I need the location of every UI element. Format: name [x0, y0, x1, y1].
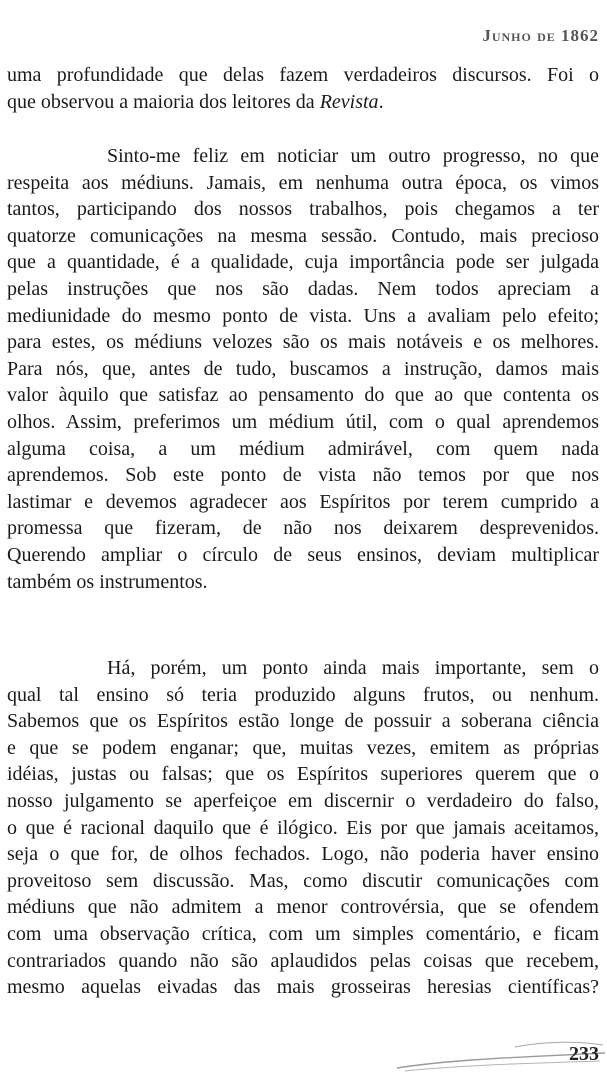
paragraph-2: [7, 143, 599, 595]
text-line: o que é racional daquilo que é ilógico. Eis por que jamais aceitamos,: [7, 816, 599, 839]
text-line: mediunidade do mesmo ponto de vista. Uns a avaliam pelo efeito;: [7, 304, 599, 327]
text-line: qual tal ensino só teria produzido alguns frutos, ou nenhum.: [7, 683, 599, 706]
text-line: quatorze comunicações na mesma sessão. Contudo, mais precioso: [7, 224, 599, 247]
text-line: também os instrumentos.: [7, 570, 208, 593]
text-line: uma profundidade que delas fazem verdadeiros discursos. Foi o: [7, 64, 599, 86]
text-line: Sabemos que os Espíritos estão longe de possuir a soberana ciência: [7, 710, 599, 733]
text-line: nosso julgamento se aperfeiçoe em discernir o verdadeiro do falso,: [7, 789, 599, 812]
text-line: Para nós, que, antes de tudo, buscamos a instrução, damos mais: [7, 357, 599, 380]
text-line: idéias, justas ou falsas; que os Espíritos superiores querem que o: [7, 763, 599, 786]
text-line: mesmo aquelas eivadas das mais grosseiras heresias científicas?: [7, 976, 599, 999]
text-line: olhos. Assim, preferimos um médium útil, com o qual aprendemos: [7, 410, 599, 433]
text-line: respeita aos médiuns. Jamais, em nenhuma outra época, os vimos: [7, 171, 599, 194]
text-line: Querendo ampliar o círculo de seus ensinos, deviam multiplicar: [7, 543, 599, 566]
text-line: contrariados quando não são aplaudidos pelas coisas que recebem,: [7, 949, 599, 972]
text-line: para estes, os médiuns velozes são os mais notáveis e os melhores.: [7, 331, 599, 354]
text-line: Sinto-me feliz em noticiar um outro progresso, no que: [107, 145, 599, 167]
text-line: tantos, participando dos nossos trabalhos, pois chegamos a ter: [7, 198, 599, 221]
text-line: seja o que for, de olhos fechados. Logo, não poderia haver ensino: [7, 843, 599, 866]
text-line: proveitoso sem discussão. Mas, como discutir comunicações com: [7, 869, 599, 892]
text-line: promessa que fizeram, de não nos deixarem desprevenidos.: [7, 517, 599, 540]
text-line: e que se podem enganar; que, muitas vezes, emitem as próprias: [7, 736, 599, 759]
running-head: Junho de 1862: [482, 26, 599, 45]
text-line: lastimar e devemos agradecer aos Espíritos por terem cumprido a: [7, 490, 599, 513]
text-line: aprendemos. Sob este ponto de vista não temos por que nos: [7, 464, 599, 487]
text-line: médiuns que não admitem a menor controvérsia, que se ofendem: [7, 896, 599, 919]
text-line: valor àquilo que satisfaz ao pensamento do que ao que contenta os: [7, 384, 599, 407]
text-line: pelas instruções que nos são dadas. Nem todos apreciam a: [7, 277, 599, 300]
text-line: Há, porém, um ponto ainda mais importante, sem o: [107, 657, 599, 679]
page-number: 233: [569, 1043, 599, 1065]
text-line: que a quantidade, é a qualidade, cuja importância pode ser julgada: [7, 251, 599, 274]
text-line: [7, 89, 599, 116]
paragraph-1: [7, 62, 599, 115]
text-line: alguma coisa, a um médium admirável, com quem nada: [7, 437, 599, 460]
paragraph-3: [7, 655, 599, 1001]
text-fragment: que observou a maioria dos leitores da: [7, 90, 320, 113]
text-line: com uma observação crítica, com um simples comentário, e ficam: [7, 922, 599, 945]
text-fragment: .: [378, 90, 384, 113]
emphasis-revista: Revista: [319, 90, 379, 113]
